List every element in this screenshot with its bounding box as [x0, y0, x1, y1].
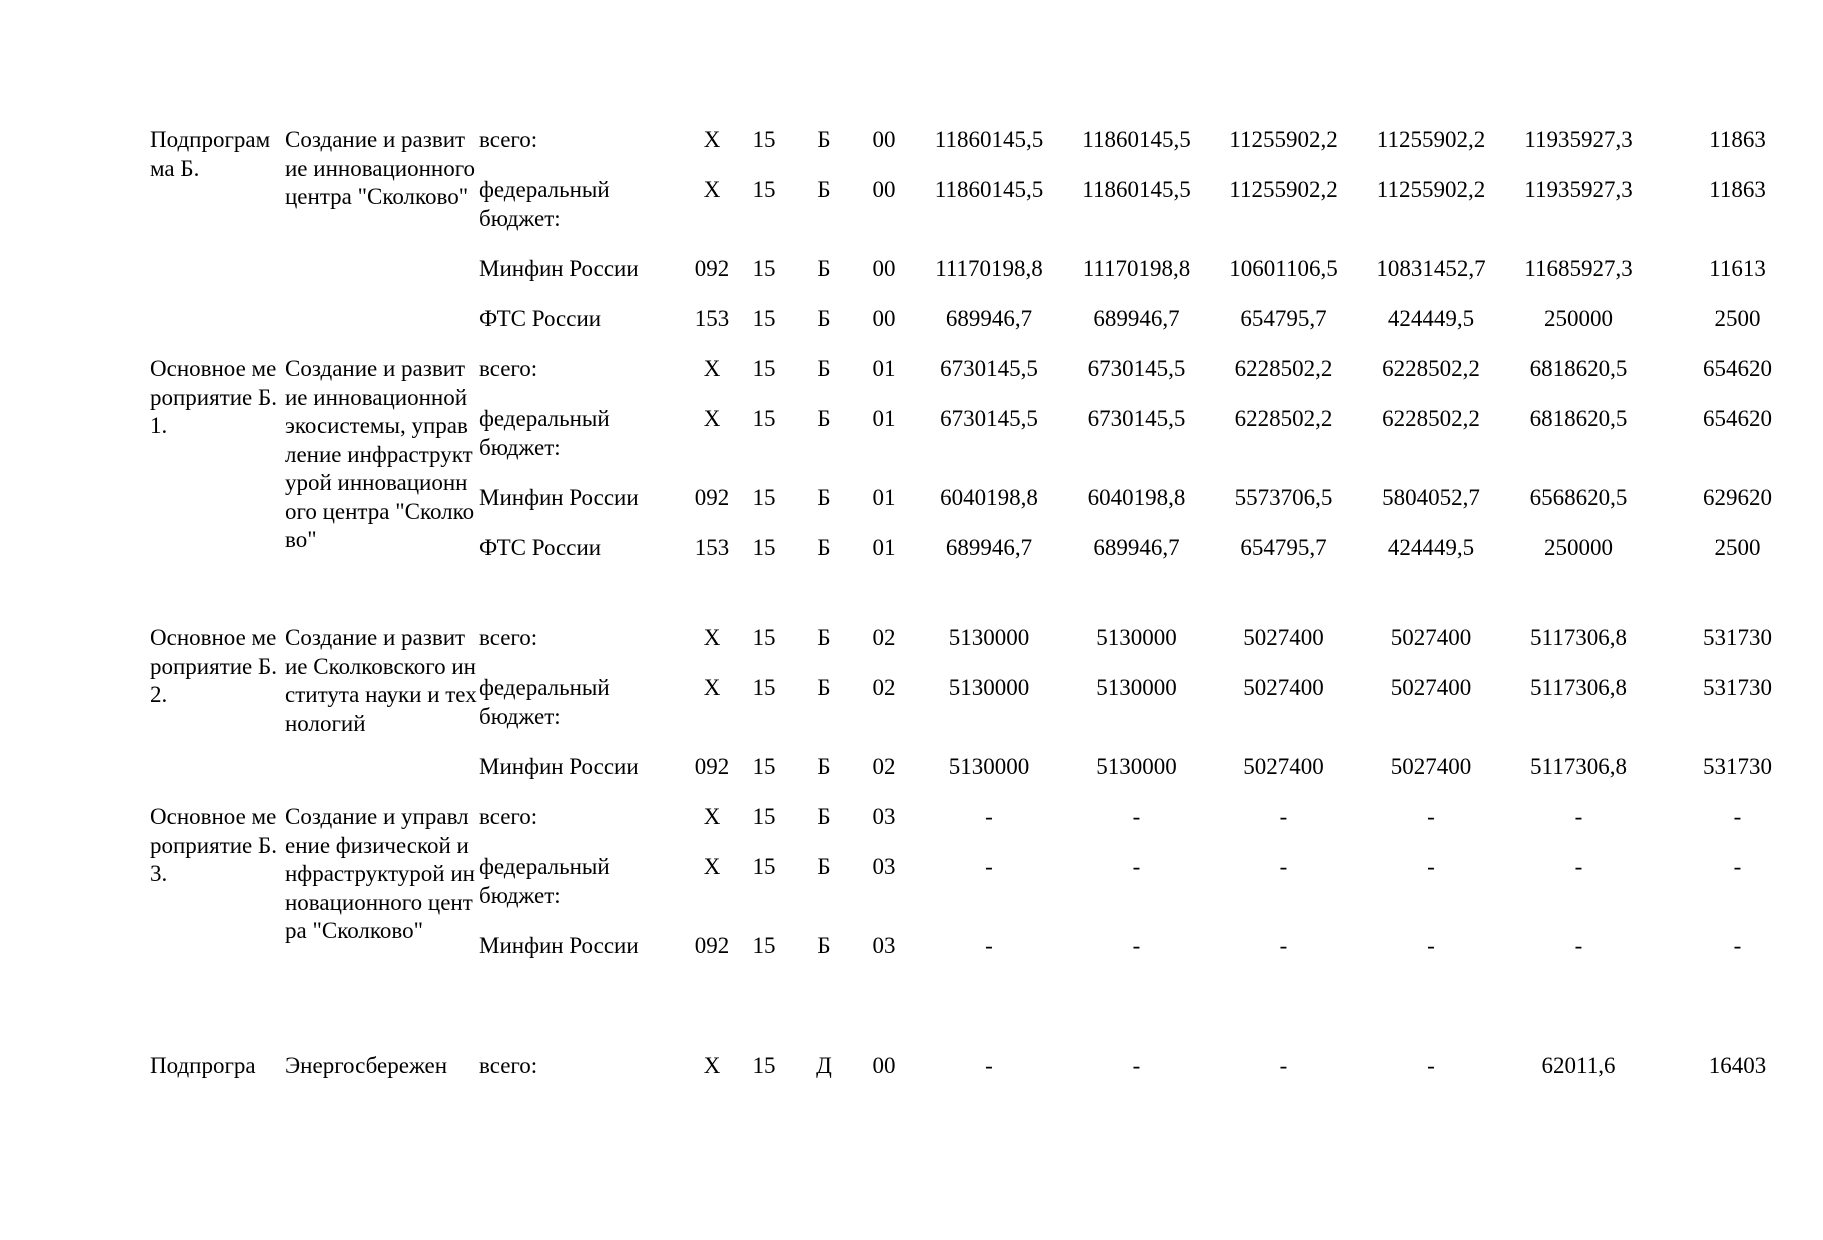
amount-cell: 6730145,5: [1087, 406, 1186, 431]
om-code-cell: 00: [872, 1053, 896, 1078]
amount-cell: -: [1279, 1053, 1288, 1078]
amount-cell: 689946,7: [945, 306, 1033, 331]
executor-cell: ФТС России: [479, 535, 602, 560]
grbs-code-cell: 153: [694, 306, 730, 331]
section-name: Подпрограмма Б.: [150, 127, 271, 181]
amount-cell: -: [985, 804, 993, 829]
amount-cell: 10831452,7: [1376, 256, 1486, 281]
om-code-cell: 02: [872, 675, 896, 700]
om-code-cell: 01: [872, 485, 896, 510]
pp-code-cell: Б: [817, 854, 831, 879]
section-title: Создание и развитие Сколковского института науки и технологий: [285, 625, 477, 736]
pp-code-cell: Б: [817, 675, 831, 700]
gp-code-cell: 15: [752, 406, 776, 431]
gp-code-cell: 15: [752, 306, 776, 331]
om-code-cell: 03: [872, 854, 896, 879]
amount-cell: 11170198,8: [935, 256, 1043, 281]
amount-cell: -: [1733, 804, 1742, 829]
table-row: [143, 126, 1823, 176]
amount-cell: 5130000: [1096, 754, 1177, 779]
executor-cell: федеральный бюджет:: [479, 406, 610, 460]
amount-cell: 5130000: [948, 625, 1030, 650]
amount-cell: -: [1574, 804, 1583, 829]
amount-cell: 531730: [1703, 754, 1772, 779]
om-code-cell: 01: [872, 356, 896, 381]
amount-cell: 5027400: [1390, 754, 1472, 779]
executor-cell: ФТС России: [479, 306, 602, 331]
amount-cell: -: [1427, 1053, 1435, 1078]
gp-code-cell: 15: [752, 754, 776, 779]
om-code-cell: 03: [872, 933, 896, 958]
om-code-cell: 00: [872, 127, 896, 152]
grbs-code-cell: Х: [703, 625, 721, 650]
grbs-code-cell: 092: [694, 933, 730, 958]
section-name: Основное мероприятие Б.2.: [150, 625, 277, 707]
amount-cell: 629620: [1703, 485, 1772, 510]
amount-cell: 5130000: [1096, 675, 1177, 700]
amount-cell: 2500: [1714, 535, 1761, 560]
gp-code-cell: 15: [752, 625, 776, 650]
amount-cell: 654795,7: [1240, 306, 1327, 331]
pp-code-cell: Б: [817, 804, 831, 829]
pp-code-cell: Б: [817, 485, 831, 510]
amount-cell: -: [1132, 1053, 1141, 1078]
amount-cell: 5804052,7: [1382, 485, 1480, 510]
pp-code-cell: Б: [817, 177, 831, 202]
amount-cell: -: [985, 854, 993, 879]
amount-cell: -: [1132, 933, 1141, 958]
amount-cell: 2500: [1714, 306, 1761, 331]
amount-cell: 5027400: [1243, 754, 1324, 779]
gp-code-cell: 15: [752, 933, 776, 958]
grbs-code-cell: 092: [694, 485, 730, 510]
executor-cell: всего:: [479, 625, 538, 650]
executor-cell: федеральный бюджет:: [479, 177, 610, 231]
amount-cell: 11935927,3: [1524, 177, 1633, 202]
amount-cell: 6568620,5: [1529, 485, 1628, 510]
amount-cell: 5130000: [948, 754, 1030, 779]
section-name: Основное мероприятие Б.1.: [150, 356, 277, 438]
pp-code-cell: Б: [817, 406, 831, 431]
gp-code-cell: 15: [752, 256, 776, 281]
grbs-code-cell: Х: [703, 854, 721, 879]
grbs-code-cell: Х: [703, 406, 721, 431]
section-title: Создание и развитие инновационного центра "Сколково": [285, 127, 476, 209]
amount-cell: 5130000: [948, 675, 1030, 700]
amount-cell: 5117306,8: [1530, 625, 1627, 650]
executor-cell: федеральный бюджет:: [479, 675, 610, 729]
amount-cell: 11255902,2: [1376, 127, 1486, 152]
pp-code-cell: Б: [817, 754, 831, 779]
section-title: Создание и управление физической инфраструктурой инновационного центра "Сколково": [285, 804, 475, 943]
gp-code-cell: 15: [752, 356, 776, 381]
amount-cell: -: [1733, 854, 1742, 879]
executor-cell: Минфин России: [479, 933, 639, 958]
gp-code-cell: 15: [752, 854, 776, 879]
amount-cell: 11170198,8: [1082, 256, 1191, 281]
table-row: [143, 803, 1823, 853]
amount-cell: 11255902,2: [1229, 127, 1338, 152]
executor-cell: Минфин России: [479, 485, 639, 510]
amount-cell: 6228502,2: [1234, 356, 1333, 381]
grbs-code-cell: Х: [703, 127, 721, 152]
om-code-cell: 02: [872, 625, 896, 650]
amount-cell: 6730145,5: [940, 406, 1038, 431]
grbs-code-cell: Х: [703, 675, 721, 700]
amount-cell: 250000: [1544, 306, 1613, 331]
amount-cell: 5027400: [1390, 675, 1472, 700]
amount-cell: -: [1574, 854, 1583, 879]
om-code-cell: 00: [872, 177, 896, 202]
gp-code-cell: 15: [752, 535, 776, 560]
gp-code-cell: 15: [752, 804, 776, 829]
amount-cell: 6040198,8: [940, 485, 1038, 510]
executor-cell: федеральный бюджет:: [479, 854, 610, 908]
executor-cell: Минфин России: [479, 256, 639, 281]
amount-cell: 11255902,2: [1376, 177, 1486, 202]
gp-code-cell: 15: [752, 177, 776, 202]
amount-cell: 6228502,2: [1234, 406, 1333, 431]
amount-cell: 6730145,5: [940, 356, 1038, 381]
om-code-cell: 00: [872, 256, 896, 281]
amount-cell: 6730145,5: [1087, 356, 1186, 381]
grbs-code-cell: Х: [703, 804, 721, 829]
grbs-code-cell: 153: [694, 535, 730, 560]
section-title: Создание и развитие инновационной экосистемы, управление инфраструктурой инновационного центра "Сколково": [285, 356, 475, 552]
amount-cell: 6040198,8: [1087, 485, 1186, 510]
table-row: [143, 1052, 1823, 1102]
grbs-code-cell: Х: [703, 356, 721, 381]
amount-cell: -: [1427, 804, 1435, 829]
om-code-cell: 01: [872, 535, 896, 560]
amount-cell: 250000: [1544, 535, 1613, 560]
amount-cell: -: [1279, 933, 1288, 958]
pp-code-cell: Б: [817, 625, 831, 650]
amount-cell: 11860145,5: [934, 177, 1044, 202]
amount-cell: 5130000: [1096, 625, 1177, 650]
amount-cell: -: [1427, 854, 1435, 879]
amount-cell: 654620: [1703, 406, 1772, 431]
amount-cell: -: [1132, 804, 1141, 829]
om-code-cell: 01: [872, 406, 896, 431]
amount-cell: 654620: [1703, 356, 1772, 381]
amount-cell: 62011,6: [1541, 1053, 1616, 1078]
om-code-cell: 03: [872, 804, 896, 829]
amount-cell: 10601106,5: [1229, 256, 1338, 281]
amount-cell: -: [985, 1053, 993, 1078]
pp-code-cell: Б: [817, 127, 831, 152]
amount-cell: 11685927,3: [1524, 256, 1633, 281]
amount-cell: 6818620,5: [1529, 406, 1628, 431]
amount-cell: 5117306,8: [1530, 754, 1627, 779]
om-code-cell: 00: [872, 306, 896, 331]
gp-code-cell: 15: [752, 1053, 776, 1078]
amount-cell: 689946,7: [1093, 306, 1180, 331]
gp-code-cell: 15: [752, 485, 776, 510]
gp-code-cell: 15: [752, 127, 776, 152]
amount-cell: 654795,7: [1240, 535, 1327, 560]
amount-cell: 424449,5: [1387, 306, 1475, 331]
section-name: Основное мероприятие Б.3.: [150, 804, 277, 886]
gp-code-cell: 15: [752, 675, 776, 700]
grbs-code-cell: 092: [694, 754, 730, 779]
pp-code-cell: Б: [817, 306, 831, 331]
amount-cell: 5027400: [1243, 625, 1324, 650]
amount-cell: -: [985, 933, 993, 958]
amount-cell: 11863: [1709, 177, 1766, 202]
amount-cell: -: [1279, 854, 1288, 879]
section-title: Энергосбережен: [285, 1053, 448, 1078]
pp-code-cell: Б: [817, 256, 831, 281]
executor-cell: всего:: [479, 127, 538, 152]
pp-code-cell: Б: [817, 933, 831, 958]
amount-cell: -: [1574, 933, 1583, 958]
amount-cell: 531730: [1703, 625, 1772, 650]
amount-cell: 5117306,8: [1530, 675, 1627, 700]
pp-code-cell: Б: [817, 356, 831, 381]
amount-cell: 11935927,3: [1524, 127, 1633, 152]
amount-cell: -: [1132, 854, 1141, 879]
amount-cell: 11255902,2: [1229, 177, 1338, 202]
amount-cell: -: [1427, 933, 1435, 958]
grbs-code-cell: Х: [703, 1053, 721, 1078]
amount-cell: 6228502,2: [1382, 406, 1480, 431]
amount-cell: 6228502,2: [1382, 356, 1480, 381]
amount-cell: -: [1279, 804, 1288, 829]
grbs-code-cell: Х: [703, 177, 721, 202]
amount-cell: 11860145,5: [934, 127, 1044, 152]
budget-table: [143, 126, 1823, 1102]
amount-cell: 6818620,5: [1529, 356, 1628, 381]
pp-code-cell: Д: [816, 1053, 832, 1078]
amount-cell: 424449,5: [1387, 535, 1475, 560]
section-name: Подпрогра: [150, 1053, 256, 1078]
executor-cell: всего:: [479, 356, 538, 381]
amount-cell: 5027400: [1390, 625, 1472, 650]
amount-cell: 5027400: [1243, 675, 1324, 700]
amount-cell: 11860145,5: [1082, 177, 1191, 202]
om-code-cell: 02: [872, 754, 896, 779]
executor-cell: всего:: [479, 804, 538, 829]
table-row: [143, 624, 1823, 674]
table-row: [143, 355, 1823, 405]
amount-cell: 689946,7: [945, 535, 1033, 560]
amount-cell: 531730: [1703, 675, 1772, 700]
amount-cell: 16403: [1708, 1053, 1767, 1078]
grbs-code-cell: 092: [694, 256, 730, 281]
amount-cell: 5573706,5: [1234, 485, 1333, 510]
amount-cell: 11863: [1709, 127, 1766, 152]
amount-cell: 689946,7: [1093, 535, 1180, 560]
amount-cell: -: [1733, 933, 1742, 958]
executor-cell: всего:: [479, 1053, 538, 1078]
pp-code-cell: Б: [817, 535, 831, 560]
amount-cell: 11860145,5: [1082, 127, 1191, 152]
amount-cell: 11613: [1709, 256, 1766, 281]
executor-cell: Минфин России: [479, 754, 639, 779]
